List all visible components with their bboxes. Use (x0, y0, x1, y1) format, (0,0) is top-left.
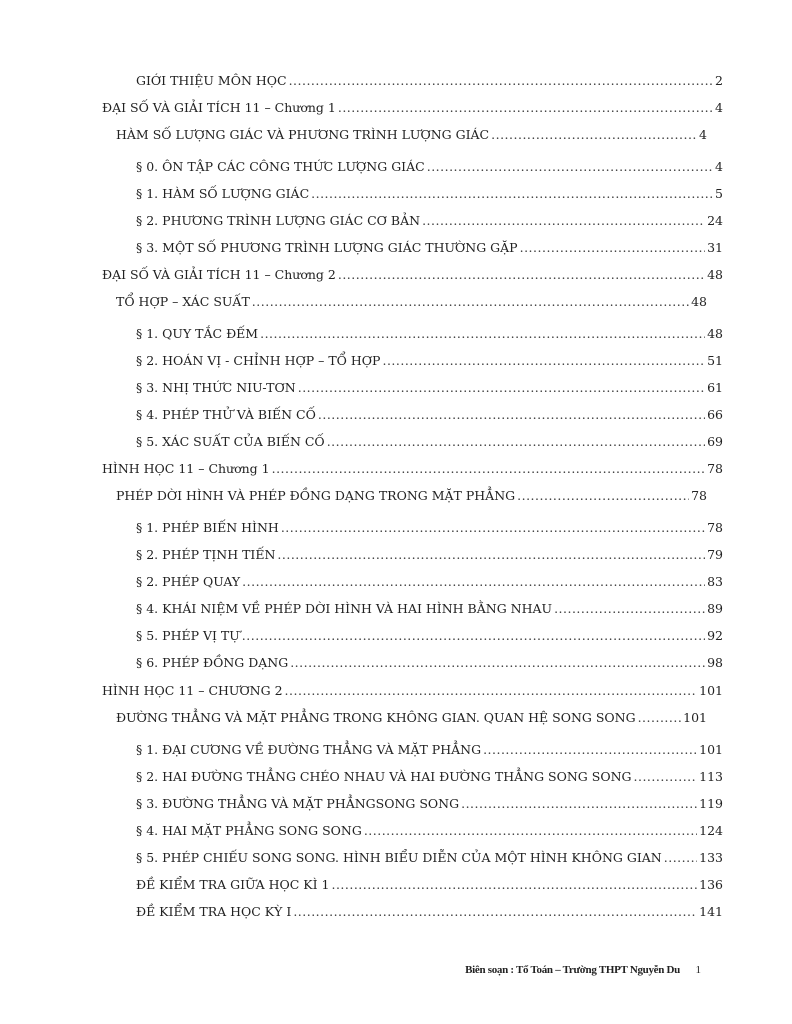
toc-entry-title: QUY TẮC ĐẾM (162, 326, 259, 341)
toc-entry-title: MỘT SỐ PHƯƠNG TRÌNH LƯỢNG GIÁC THƯỜNG GẶP (162, 240, 518, 255)
toc-entry[interactable] (116, 127, 707, 143)
toc-entry-page: 78 (707, 461, 723, 476)
toc-entry[interactable] (136, 407, 723, 423)
toc-entry-title: HAI MẶT PHẲNG SONG SONG (162, 823, 362, 838)
toc-entry-page: 141 (699, 904, 723, 919)
dot-leader (327, 434, 705, 450)
toc-entry[interactable] (136, 73, 723, 89)
toc-entry[interactable] (102, 267, 723, 283)
toc-entry-title: HÌNH HỌC 11 – Chương 1 (102, 461, 270, 476)
dot-leader (260, 326, 705, 342)
dot-leader (281, 520, 705, 536)
section-number: § 2. (136, 547, 159, 562)
toc-entry[interactable] (136, 520, 723, 536)
toc-entry-title: PHÉP DỜI HÌNH VÀ PHÉP ĐỒNG DẠNG TRONG MẶT PHẲNG (116, 488, 516, 503)
toc-entry-page: 66 (707, 407, 723, 422)
toc-entry-page: 83 (707, 574, 723, 589)
toc-entry-page: 78 (707, 520, 723, 535)
toc-entry-page: 5 (715, 186, 723, 201)
toc-entry-title: HÌNH HỌC 11 – CHƯƠNG 2 (102, 683, 283, 698)
toc-entry-title: ÔN TẬP CÁC CÔNG THỨC LƯỢNG GIÁC (162, 159, 425, 174)
toc-entry-page: 31 (707, 240, 723, 255)
dot-leader (289, 73, 713, 89)
toc-entry-page: 92 (707, 628, 723, 643)
toc-entry-title: ĐẠI SỐ VÀ GIẢI TÍCH 11 – Chương 2 (102, 267, 336, 282)
toc-entry-page: 78 (691, 488, 707, 503)
toc-entry-page: 89 (707, 601, 723, 616)
section-number: § 1. (136, 742, 159, 757)
footer-credit: Biên soạn : Tổ Toán – Trường THPT Nguyễn Du (465, 964, 680, 976)
section-number: § 6. (136, 655, 159, 670)
toc-entry-title: ĐẠI SỐ VÀ GIẢI TÍCH 11 – Chương 1 (102, 100, 336, 115)
toc-entry-title: HOÁN VỊ - CHỈNH HỢP – TỔ HỢP (162, 353, 381, 368)
section-number: § 3. (136, 380, 159, 395)
toc-entry-title: PHÉP TỊNH TIẾN (162, 547, 276, 562)
dot-leader (427, 159, 713, 175)
toc-entry[interactable] (136, 796, 723, 812)
dot-leader (331, 877, 697, 893)
dot-leader (338, 267, 705, 283)
toc-entry-title: PHÉP VỊ TỰ (162, 628, 240, 643)
dot-leader (242, 628, 705, 644)
section-number: § 3. (136, 796, 159, 811)
section-number: § 2. (136, 769, 159, 784)
dot-leader (252, 294, 689, 310)
page-footer (0, 962, 792, 982)
toc-entry-page: 48 (707, 326, 723, 341)
toc-entry[interactable] (136, 601, 723, 617)
toc-entry-title: PHÉP THỬ VÀ BIẾN CỐ (162, 407, 316, 422)
dot-leader (422, 213, 705, 229)
toc-entry-page: 98 (707, 655, 723, 670)
toc-entry-page: 24 (707, 213, 723, 228)
toc-entry[interactable] (136, 904, 723, 920)
dot-leader (520, 240, 705, 256)
toc-entry-title: ĐƯỜNG THẲNG VÀ MẶT PHẲNGSONG SONG (162, 796, 460, 811)
dot-leader (311, 186, 713, 202)
toc-entry[interactable] (136, 769, 723, 785)
toc-entry-page: 61 (707, 380, 723, 395)
toc-entry-title: HÀM SỐ LƯỢNG GIÁC VÀ PHƯƠNG TRÌNH LƯỢNG GIÁC (116, 127, 490, 142)
dot-leader (638, 710, 682, 726)
toc-entry-page: 124 (699, 823, 723, 838)
section-number: § 1. (136, 186, 159, 201)
dot-leader (382, 353, 705, 369)
dot-leader (517, 488, 689, 504)
section-number: § 5. (136, 628, 159, 643)
toc-entry[interactable] (136, 380, 723, 396)
toc-entry-title: ĐƯỜNG THẲNG VÀ MẶT PHẲNG TRONG KHÔNG GIAN. QUAN HỆ SONG SONG (116, 710, 636, 725)
toc-entry-page: 2 (715, 73, 723, 88)
section-number: § 2. (136, 353, 159, 368)
toc-entry[interactable] (136, 574, 723, 590)
dot-leader (285, 683, 698, 699)
toc-entry-page: 119 (699, 796, 723, 811)
toc-entry-page: 101 (699, 683, 723, 698)
dot-leader (290, 655, 705, 671)
toc-entry-title: PHÉP CHIẾU SONG SONG. HÌNH BIỂU DIỄN CỦA MỘT HÌNH KHÔNG GIAN (162, 850, 662, 865)
toc-entry-page: 4 (715, 100, 723, 115)
section-number: § 5. (136, 850, 159, 865)
toc-entry-title: PHÉP ĐỒNG DẠNG (162, 655, 289, 670)
toc-entry-title: TỔ HỢP – XÁC SUẤT (116, 294, 250, 309)
toc-entry[interactable] (136, 877, 723, 893)
toc-entry-title: KHÁI NIỆM VỀ PHÉP DỜI HÌNH VÀ HAI HÌNH BẰNG NHAU (162, 601, 553, 616)
toc-entry[interactable] (136, 628, 723, 644)
dot-leader (272, 461, 705, 477)
toc-entry[interactable] (136, 326, 723, 342)
toc-entry[interactable] (136, 850, 723, 866)
toc-entry-page: 51 (707, 353, 723, 368)
toc-entry[interactable] (136, 823, 723, 839)
toc-entry[interactable] (102, 683, 723, 699)
dot-leader (554, 601, 705, 617)
section-number: § 4. (136, 601, 159, 616)
toc-entry-page: 4 (715, 159, 723, 174)
dot-leader (338, 100, 713, 116)
dot-leader (293, 904, 697, 920)
toc-entry[interactable] (136, 547, 723, 563)
section-number: § 1. (136, 326, 159, 341)
section-number: § 3. (136, 240, 159, 255)
dot-leader (634, 769, 698, 785)
toc-entry[interactable] (136, 159, 723, 175)
toc-entry-page: 79 (707, 547, 723, 562)
toc-entry-title: ĐẠI CƯƠNG VỀ ĐƯỜNG THẲNG VÀ MẶT PHẲNG (162, 742, 482, 757)
toc-entry-page: 101 (699, 742, 723, 757)
dot-leader (298, 380, 705, 396)
dot-leader (483, 742, 697, 758)
toc-entry[interactable] (136, 353, 723, 369)
section-number: § 2. (136, 213, 159, 228)
toc-entry[interactable] (102, 100, 723, 116)
toc-entry[interactable] (116, 488, 707, 504)
toc-entry-page: 113 (699, 769, 723, 784)
toc-entry-page: 4 (699, 127, 707, 142)
section-number: § 1. (136, 520, 159, 535)
toc-entry-title: GIỚI THIỆU MÔN HỌC (136, 73, 287, 88)
toc-entry-title: PHÉP BIẾN HÌNH (162, 520, 279, 535)
toc-entry[interactable] (136, 186, 723, 202)
toc-entry-title: ĐỀ KIỂM TRA HỌC KỲ I (136, 904, 292, 919)
toc-entry-page: 136 (699, 877, 723, 892)
section-number: § 0. (136, 159, 159, 174)
dot-leader (491, 127, 697, 143)
toc-entry[interactable] (136, 742, 723, 758)
dot-leader (318, 407, 705, 423)
toc-entry-title: PHƯƠNG TRÌNH LƯỢNG GIÁC CƠ BẢN (162, 213, 421, 228)
toc-entry-page: 133 (699, 850, 723, 865)
toc-entry-title: XÁC SUẤT CỦA BIẾN CỐ (162, 434, 325, 449)
toc-entry[interactable] (136, 655, 723, 671)
toc-entry[interactable] (116, 710, 707, 726)
dot-leader (461, 796, 697, 812)
toc-entry-page: 101 (683, 710, 707, 725)
toc-entry[interactable] (116, 294, 707, 310)
toc-entry-title: HÀM SỐ LƯỢNG GIÁC (162, 186, 310, 201)
section-number: § 5. (136, 434, 159, 449)
dot-leader (364, 823, 697, 839)
toc-entry[interactable] (136, 213, 723, 229)
toc-entry-page: 48 (691, 294, 707, 309)
toc-entry[interactable] (102, 461, 723, 477)
toc-entry-page: 48 (707, 267, 723, 282)
dot-leader (242, 574, 705, 590)
toc-entry-title: ĐỀ KIỂM TRA GIỮA HỌC KÌ 1 (136, 877, 330, 892)
page-number: 1 (695, 964, 701, 976)
toc-entry[interactable] (136, 240, 723, 256)
section-number: § 2. (136, 574, 159, 589)
section-number: § 4. (136, 407, 159, 422)
toc-entry-page: 69 (707, 434, 723, 449)
toc-entry-title: NHỊ THỨC NIU-TƠN (162, 380, 296, 395)
section-number: § 4. (136, 823, 159, 838)
toc-entry-title: HAI ĐƯỜNG THẲNG CHÉO NHAU VÀ HAI ĐƯỜNG THẲNG SONG SONG (162, 769, 632, 784)
toc-entry[interactable] (136, 434, 723, 450)
dot-leader (664, 850, 697, 866)
toc-entry-title: PHÉP QUAY (162, 574, 241, 589)
dot-leader (277, 547, 705, 563)
